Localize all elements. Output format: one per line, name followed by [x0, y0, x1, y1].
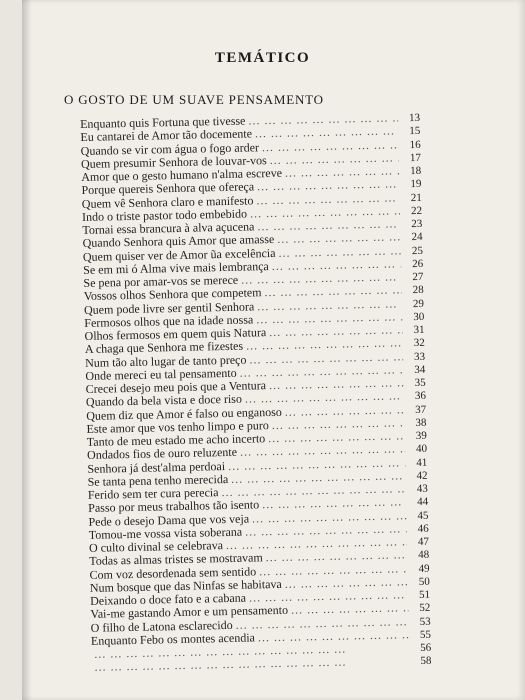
toc-page-number: 36: [414, 390, 427, 403]
toc-entry-title: Quando da bela vista e doce riso: [85, 391, 243, 410]
toc-entry-title: Deixando o doce fato e a cabana: [89, 590, 247, 608]
toc-page-number: 47: [417, 535, 430, 549]
toc-page-number: 55: [419, 628, 432, 641]
toc-entry-title: Tomou-me vossa vista soberana: [88, 524, 243, 542]
toc-entry-title: A chaga que Senhora me fizestes: [84, 338, 244, 357]
toc-entry-title: Enquanto Febo os montes acendia: [90, 630, 256, 648]
toc-page-number: 48: [418, 549, 430, 562]
toc-page-number: 49: [418, 562, 430, 575]
toc-entry-title: Quando se vir com água o fogo arder: [80, 139, 260, 158]
toc-page-number: 18: [410, 164, 422, 178]
toc-entry-title: Indo o triste pastor todo embebido: [81, 206, 248, 224]
toc-page-number: 33: [413, 350, 426, 363]
toc-entry-title: Amor que o gesto humano n'alma escreve: [81, 165, 283, 184]
toc-entry-title: Quem pode livre ser gentil Senhora: [83, 298, 255, 317]
toc-entry-title: Onde mereci eu tal pensamento: [85, 365, 237, 383]
toc-page-number: 28: [412, 284, 424, 297]
toc-page-number: 53: [419, 615, 431, 628]
toc-page-number: 58: [420, 655, 432, 668]
toc-entry-title: Eu cantarei de Amor tão docemente: [80, 126, 253, 145]
toc-page-number: 21: [410, 191, 422, 204]
toc-page-number: 45: [417, 509, 429, 522]
toc-page-number: 19: [410, 178, 422, 191]
toc-page-number: 41: [416, 456, 428, 469]
toc-page-number: 32: [413, 337, 425, 350]
toc-page-number: 30: [413, 310, 425, 323]
toc-page-number: 50: [418, 575, 430, 588]
toc-entry-title: Quem vê Senhora claro e manifesto: [81, 192, 254, 211]
toc-entry-title: Quem presumir Senhora de louvar-vos: [80, 152, 267, 171]
toc-page-number: 17: [409, 151, 422, 164]
section-heading: O GOSTO DE UM SUAVE PENSAMENTO: [64, 92, 324, 107]
toc-entry-title: Num tão alto lugar de tanto preço: [84, 352, 247, 370]
toc-page-number: 38: [415, 416, 427, 429]
toc-page-number: 51: [418, 588, 431, 602]
toc-entry-title: Com voz desordenada sem sentido: [89, 563, 257, 582]
page-title: TEMÁTICO: [214, 50, 311, 66]
toc-page-number: 31: [413, 323, 425, 337]
toc-page-number: 25: [411, 244, 423, 257]
toc-page-number: 56: [420, 641, 432, 654]
toc-entry-title: Quem quiser ver de Amor ũa excelência: [82, 245, 276, 264]
toc-page-number: 35: [414, 376, 426, 390]
toc-entry-title: Enquanto quis Fortuna que tivesse: [80, 113, 246, 131]
toc-entry-title: Senhora já dest'alma perdoai: [87, 458, 226, 476]
toc-page-number: 29: [412, 297, 425, 310]
toc-page-number: 42: [416, 469, 428, 482]
toc-entry-title: Num bosque que das Ninfas se habitava: [89, 576, 282, 595]
toc-entry-title: Pede o desejo Dama que vos veja: [88, 511, 250, 529]
toc-page-number: 44: [417, 496, 429, 509]
toc-page-number: 34: [414, 363, 426, 376]
toc-page-number: 15: [409, 125, 421, 138]
toc-entry-title: Este amor que vos tenho limpo e puro: [86, 417, 269, 436]
toc-entry-title: Olhos fermosos em quem quis Natura: [84, 325, 267, 343]
toc-page-number: 40: [415, 443, 428, 456]
toc-entry-title: Se em mi ó Alma vive mais lembrança: [83, 258, 269, 277]
toc-page-number: 23: [411, 217, 423, 231]
toc-entry-title: Se pena por amar-vos se merece: [83, 272, 239, 290]
toc-entry-title: Vai-me gastando Amor e um pensamento: [90, 603, 289, 622]
toc-entry-title: Todas as almas tristes se mostravam: [89, 550, 263, 569]
toc-page-number: 37: [415, 403, 427, 416]
toc-page-number: 24: [411, 231, 423, 244]
toc-page-number: 52: [419, 602, 431, 615]
toc-entry-title: Se tanta pena tenho merecida: [87, 471, 229, 489]
toc-entry-title: Passo por meus trabalhos tão isento: [88, 497, 260, 516]
toc-entry-title: Ondados fios de ouro reluzente: [86, 445, 238, 463]
toc-page-number: 27: [412, 270, 424, 284]
toc-entry-title: O filho de Latona esclarecido: [90, 617, 233, 635]
toc-page-number: 39: [415, 429, 427, 443]
toc-entry-title: O culto divinal se celebrava: [88, 538, 224, 555]
table-of-contents: [80, 110, 432, 673]
toc-page-number: 26: [412, 257, 424, 270]
toc-page-number: 43: [416, 482, 428, 496]
toc-entry-title: Quem diz que Amor é falso ou enganoso: [86, 404, 282, 423]
toc-page-number: 22: [410, 204, 423, 217]
toc-page-number: 13: [408, 111, 421, 125]
toc-entry-title: Tornai essa brancura à alva açucena: [82, 219, 255, 237]
toc-entry-title: Vossos olhos Senhora que competem: [83, 285, 262, 304]
toc-entry-title: Ferido sem ter cura perecia: [87, 485, 219, 502]
toc-page-number: 16: [409, 138, 421, 151]
toc-page-number: 46: [417, 522, 429, 535]
toc-entry-title: Tanto de meu estado me acho incerto: [86, 431, 266, 449]
toc-entry-title: Fermosos olhos que na idade nossa: [84, 312, 254, 330]
toc-entry-title: Quando Senhora quis Amor que amasse: [82, 232, 275, 251]
toc-entry-title: Porque quereis Senhora que ofereça: [81, 179, 255, 198]
toc-entry-title: Crecei desejo meu pois que a Ventura: [85, 378, 267, 396]
